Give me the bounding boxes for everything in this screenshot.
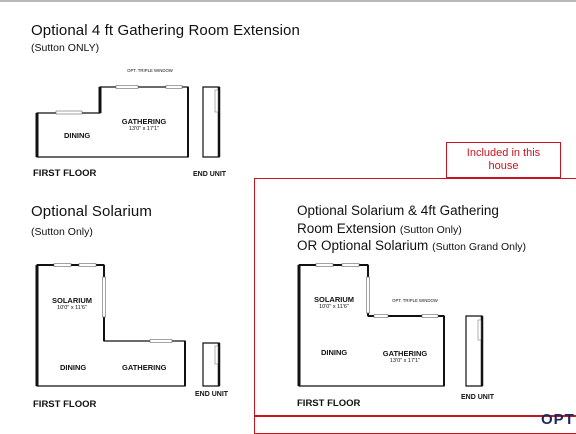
included-note-text: Included in this house — [466, 147, 541, 172]
combo-room-gathering: GATHERING — [382, 349, 428, 358]
combo-gathering-dim: 13'0" x 17'1" — [389, 358, 421, 364]
combo-floor-label: FIRST FLOOR — [297, 398, 361, 409]
solarium-dim: 10'0" x 11'6" — [57, 305, 87, 311]
gathering-ext-window-label: OPT. TRIPLE WINDOW — [127, 68, 173, 73]
gathering-ext-room-dining: DINING — [64, 131, 91, 140]
solarium-end-unit: END UNIT — [195, 391, 229, 398]
combo-title-line3-main: OR Optional Solarium — [297, 238, 429, 253]
solarium-room-gathering: GATHERING — [122, 363, 167, 372]
combo-title-line1: Optional Solarium & 4ft Gathering — [297, 203, 499, 218]
gathering-ext-floor-label: FIRST FLOOR — [33, 168, 97, 179]
combo-title-line2-small: (Sutton Only) — [399, 224, 462, 236]
solarium-room-dining: DINING — [60, 363, 87, 372]
gathering-ext-subtitle: (Sutton ONLY) — [31, 42, 100, 54]
solarium-room-solarium: SOLARIUM — [52, 296, 92, 305]
combo-window-label: OPT. TRIPLE WINDOW — [392, 298, 438, 303]
gathering-ext-room-gathering: GATHERING — [121, 117, 167, 126]
combo-room-solarium: SOLARIUM — [314, 295, 354, 304]
combo-solarium-dim: 10'0" x 11'6" — [319, 304, 349, 310]
combo-end-unit: END UNIT — [461, 394, 495, 401]
solarium-title: Optional Solarium — [31, 203, 152, 220]
combo-room-dining: DINING — [321, 348, 348, 357]
combo-title-line2-main: Room Extension — [297, 221, 397, 236]
solarium-floor-label: FIRST FLOOR — [33, 399, 97, 410]
footer-brand: OPT — [541, 411, 575, 428]
gathering-ext-gathering-dim: 13'0" x 17'1" — [128, 126, 160, 132]
gathering-ext-title: Optional 4 ft Gathering Room Extension — [31, 22, 300, 39]
combo-title-line3-small: (Sutton Grand Only) — [432, 241, 527, 253]
solarium-subtitle: (Sutton Only) — [31, 226, 93, 238]
gathering-ext-end-unit: END UNIT — [193, 171, 227, 178]
